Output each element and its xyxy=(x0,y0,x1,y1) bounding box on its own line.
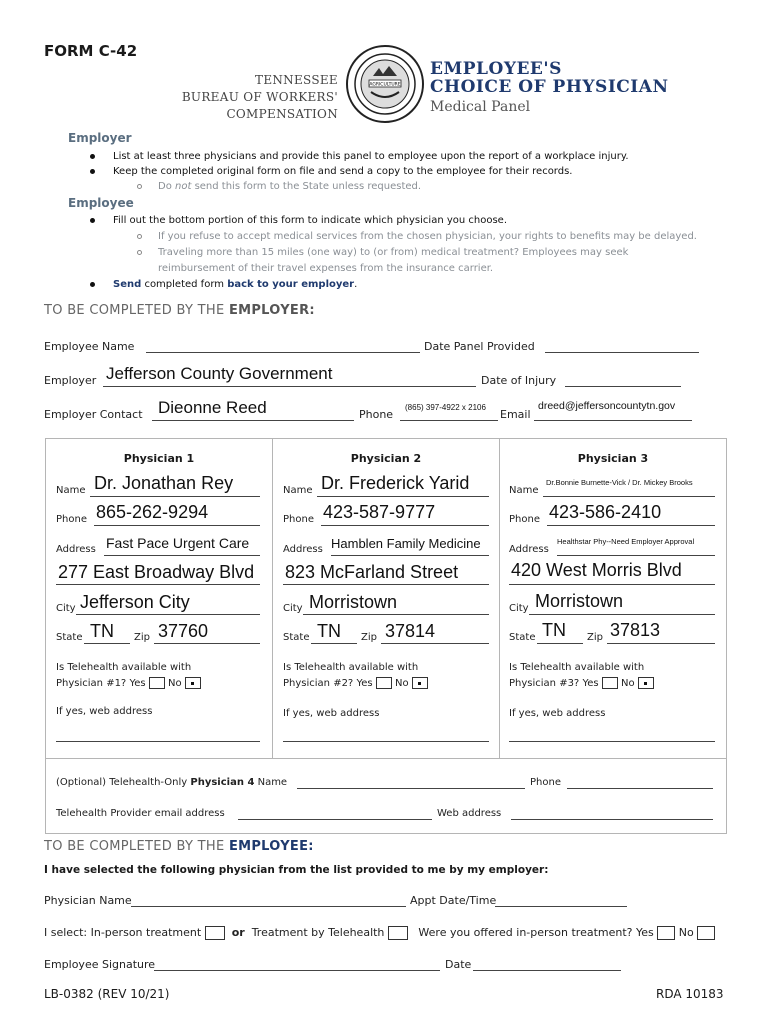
physician-2-telehealth-yes-checkbox[interactable] xyxy=(376,677,392,689)
physician-1-state-field[interactable] xyxy=(84,643,130,644)
employee-instructions-heading: Employee xyxy=(68,196,134,210)
physician-3-card xyxy=(500,438,726,758)
employer-contact-label: Employer Contact xyxy=(44,408,143,421)
in-person-checkbox[interactable] xyxy=(205,926,225,940)
date-injury-field[interactable] xyxy=(565,386,681,387)
physician-1-phone-field[interactable] xyxy=(94,525,260,526)
state-seal-logo xyxy=(345,44,425,124)
contact-phone-value: (865) 397-4922 x 2106 xyxy=(405,403,486,412)
phone-label: Phone xyxy=(283,514,314,525)
date-panel-label: Date Panel Provided xyxy=(424,340,535,353)
contact-email-field[interactable] xyxy=(534,420,692,421)
employer-field[interactable] xyxy=(103,386,476,387)
telehealth-question-line2: Physician #2? Yes No xyxy=(283,677,428,689)
physician-3-zip-field[interactable] xyxy=(607,643,715,644)
city-label: City xyxy=(509,603,529,614)
select-label: I select: In-person treatment or Treatment by Telehealth Were you offered in-person treatment? Yes No xyxy=(44,926,715,940)
address-label: Address xyxy=(56,544,96,555)
telehealth-question-line2: Physician #3? Yes No xyxy=(509,677,654,689)
seal-text: AGRICULTURE xyxy=(369,82,401,88)
state-label: State xyxy=(283,632,310,643)
send-instruction: Send completed form back to your employer. xyxy=(113,279,358,290)
physician-3-address-field-2[interactable] xyxy=(509,584,715,585)
employer-instruction-sub: Do not send this form to the State unless requested. xyxy=(158,181,422,192)
name-label: Name xyxy=(509,485,539,496)
offered-yes-checkbox[interactable] xyxy=(657,926,675,940)
physician-1-name: Dr. Jonathan Rey xyxy=(94,473,234,493)
selected-physician-field[interactable] xyxy=(131,906,406,907)
telehealth-only-label: (Optional) Telehealth-Only Physician 4 Name xyxy=(56,777,288,788)
agency-bureau: BUREAU OF WORKERS' COMPENSATION xyxy=(181,90,338,121)
date-injury-label: Date of Injury xyxy=(481,374,557,387)
physician-3-heading: Physician 3 xyxy=(577,452,649,465)
contact-phone-field[interactable] xyxy=(400,420,498,421)
physician-3-telehealth-yes-checkbox[interactable] xyxy=(602,677,618,689)
phone-label: Phone xyxy=(509,514,540,525)
employer-label: Employer xyxy=(44,374,97,387)
physician-2-heading: Physician 2 xyxy=(350,452,422,465)
physician-2-state-field[interactable] xyxy=(311,643,357,644)
address-label: Address xyxy=(283,544,323,555)
employer-value: Jefferson County Government xyxy=(106,364,333,383)
physician-3-address-field[interactable] xyxy=(557,555,715,556)
physician-1-web-field[interactable] xyxy=(56,741,260,742)
telehealth-question: Is Telehealth available with xyxy=(283,662,419,673)
appt-field[interactable] xyxy=(495,906,627,907)
physician-2-city-field[interactable] xyxy=(303,614,489,615)
employer-instructions-heading: Employer xyxy=(68,131,132,145)
date-panel-field[interactable] xyxy=(545,352,699,353)
physician-2-telehealth-no-checkbox[interactable] xyxy=(412,677,428,689)
telehealth-phone-label: Phone xyxy=(530,777,561,788)
employer-contact-field[interactable] xyxy=(152,420,354,421)
employee-name-label: Employee Name xyxy=(44,340,135,353)
physician-name-label: Physician Name xyxy=(44,894,132,907)
physician-2-phone: 423-587-9777 xyxy=(323,502,436,522)
telehealth-checkbox[interactable] xyxy=(388,926,408,940)
physician-2-address-field[interactable] xyxy=(331,555,489,556)
bullet-icon xyxy=(90,218,95,223)
physician-1-address-field[interactable] xyxy=(104,555,260,556)
zip-label: Zip xyxy=(587,632,603,643)
form-title xyxy=(430,60,668,96)
telehealth-question: Is Telehealth available with xyxy=(509,662,645,673)
bullet-icon xyxy=(90,169,95,174)
physician-2-address-line1: Hamblen Family Medicine xyxy=(331,536,481,551)
physician-2-address-field-2[interactable] xyxy=(283,584,489,585)
address-label: Address xyxy=(509,544,549,555)
name-label: Name xyxy=(56,485,86,496)
form-subtitle: Medical Panel xyxy=(430,99,531,115)
physician-3-telehealth-no-checkbox[interactable] xyxy=(638,677,654,689)
web-address-label: If yes, web address xyxy=(56,706,153,717)
city-label: City xyxy=(283,603,303,614)
telehealth-phone-field[interactable] xyxy=(567,788,713,789)
telehealth-email-label: Telehealth Provider email address xyxy=(56,808,225,819)
title-line-2: CHOICE OF PHYSICIAN xyxy=(430,77,669,97)
employer-contact-value: Dieonne Reed xyxy=(158,398,267,417)
physician-1-address-line1: Fast Pace Urgent Care xyxy=(106,535,250,551)
employee-statement: I have selected the following physician from the list provided to me by my employer: xyxy=(44,864,549,876)
telehealth-email-field[interactable] xyxy=(238,819,432,820)
physician-3-address-line1: Healthstar Phy--Need Employer Approval xyxy=(557,537,695,546)
offered-no-checkbox[interactable] xyxy=(697,926,715,940)
physician-1-telehealth-yes-checkbox[interactable] xyxy=(149,677,165,689)
physician-1-heading: Physician 1 xyxy=(123,452,195,465)
physician-2-city: Morristown xyxy=(309,592,398,612)
telehealth-web-field[interactable] xyxy=(511,819,713,820)
physician-3-state: TN xyxy=(542,620,566,640)
agency-state: TENNESSEE xyxy=(255,73,338,87)
physician-1-city-field[interactable] xyxy=(76,614,260,615)
appt-label: Appt Date/Time xyxy=(410,894,497,907)
physician-2-zip-field[interactable] xyxy=(381,643,489,644)
physician-3-address-line2: 420 West Morris Blvd xyxy=(511,560,682,580)
physician-1-city: Jefferson City xyxy=(80,592,190,612)
footer-rda: RDA 10183 xyxy=(656,987,724,1001)
telehealth-physician-name-field[interactable] xyxy=(297,788,525,789)
contact-phone-label: Phone xyxy=(359,408,394,421)
row-divider xyxy=(45,758,727,759)
employer-instruction-1: List at least three physicians and provide this panel to employee upon the report of a workplace injury. xyxy=(113,151,629,162)
title-line-1: EMPLOYEE'S xyxy=(430,59,562,79)
telehealth-question: Is Telehealth available with xyxy=(56,662,192,673)
telehealth-question-line2: Physician #1? Yes No xyxy=(56,677,201,689)
physician-2-web-field[interactable] xyxy=(283,741,489,742)
physician-1-card xyxy=(46,438,272,758)
physician-1-zip: 37760 xyxy=(158,621,209,641)
employee-instruction-sub-2a: Traveling more than 15 miles (one way) to (or from) medical treatment? Employees may seek xyxy=(158,247,629,258)
state-label: State xyxy=(56,632,83,643)
signature-label: Employee Signature xyxy=(44,958,156,971)
physician-3-state-field[interactable] xyxy=(537,643,583,644)
physician-2-card xyxy=(273,438,499,758)
telehealth-web-label: Web address xyxy=(437,808,502,819)
physician-3-name-field[interactable] xyxy=(543,496,715,497)
physician-3-city-field[interactable] xyxy=(529,614,715,615)
phone-label: Phone xyxy=(56,514,87,525)
employer-section-heading: TO BE COMPLETED BY THE EMPLOYER: xyxy=(44,303,315,318)
signature-date-label: Date xyxy=(445,958,472,971)
physician-1-zip-field[interactable] xyxy=(154,643,260,644)
contact-email-label: Email xyxy=(500,408,531,421)
physician-3-city: Morristown xyxy=(535,591,624,611)
bullet-icon xyxy=(90,154,95,159)
physician-3-phone-field[interactable] xyxy=(547,525,715,526)
physician-1-name-field[interactable] xyxy=(90,496,260,497)
sub-bullet-icon xyxy=(137,184,142,189)
signature-date-field[interactable] xyxy=(473,970,621,971)
employee-instruction-sub-1: If you refuse to accept medical services from the chosen physician, your rights to benefits may be delayed. xyxy=(158,231,697,242)
name-label: Name xyxy=(283,485,313,496)
physician-3-zip: 37813 xyxy=(610,620,661,640)
physician-1-telehealth-no-checkbox[interactable] xyxy=(185,677,201,689)
sub-bullet-icon xyxy=(137,250,142,255)
web-address-label: If yes, web address xyxy=(509,708,606,719)
city-label: City xyxy=(56,603,76,614)
physician-1-address-line2: 277 East Broadway Blvd xyxy=(58,562,255,582)
bullet-icon xyxy=(90,282,95,287)
physician-2-zip: 37814 xyxy=(385,621,436,641)
footer-form-code: LB-0382 (REV 10/21) xyxy=(44,987,170,1001)
web-address-label: If yes, web address xyxy=(283,708,380,719)
agency-name xyxy=(90,72,338,123)
physician-2-phone-field[interactable] xyxy=(321,525,489,526)
contact-email-value: dreed@jeffersoncountytn.gov xyxy=(538,400,676,412)
employee-instruction-1: Fill out the bottom portion of this form to indicate which physician you choose. xyxy=(113,215,508,226)
state-label: State xyxy=(509,632,536,643)
physician-3-name: Dr.Bonnie Burnette-Vick / Dr. Mickey Brooks xyxy=(546,478,693,487)
physician-3-phone: 423-586-2410 xyxy=(549,502,662,522)
employee-name-field[interactable] xyxy=(146,352,420,353)
form-number: FORM C-42 xyxy=(44,42,138,60)
physician-1-address-field-2[interactable] xyxy=(56,584,260,585)
physician-2-name: Dr. Frederick Yarid xyxy=(321,473,470,493)
physician-2-name-field[interactable] xyxy=(317,496,489,497)
zip-label: Zip xyxy=(134,632,150,643)
zip-label: Zip xyxy=(361,632,377,643)
employee-section-heading: TO BE COMPLETED BY THE EMPLOYEE: xyxy=(44,839,314,854)
physician-1-state: TN xyxy=(90,621,114,641)
signature-field[interactable] xyxy=(154,970,440,971)
physician-3-web-field[interactable] xyxy=(509,741,715,742)
employee-instruction-sub-2b: reimbursement of their travel expenses from the insurance carrier. xyxy=(158,263,494,274)
sub-bullet-icon xyxy=(137,234,142,239)
physician-2-address-line2: 823 McFarland Street xyxy=(285,562,459,582)
employer-instruction-2: Keep the completed original form on file and send a copy to the employee for their records. xyxy=(113,166,573,177)
physician-1-phone: 865-262-9294 xyxy=(96,502,209,522)
physician-2-state: TN xyxy=(317,621,341,641)
